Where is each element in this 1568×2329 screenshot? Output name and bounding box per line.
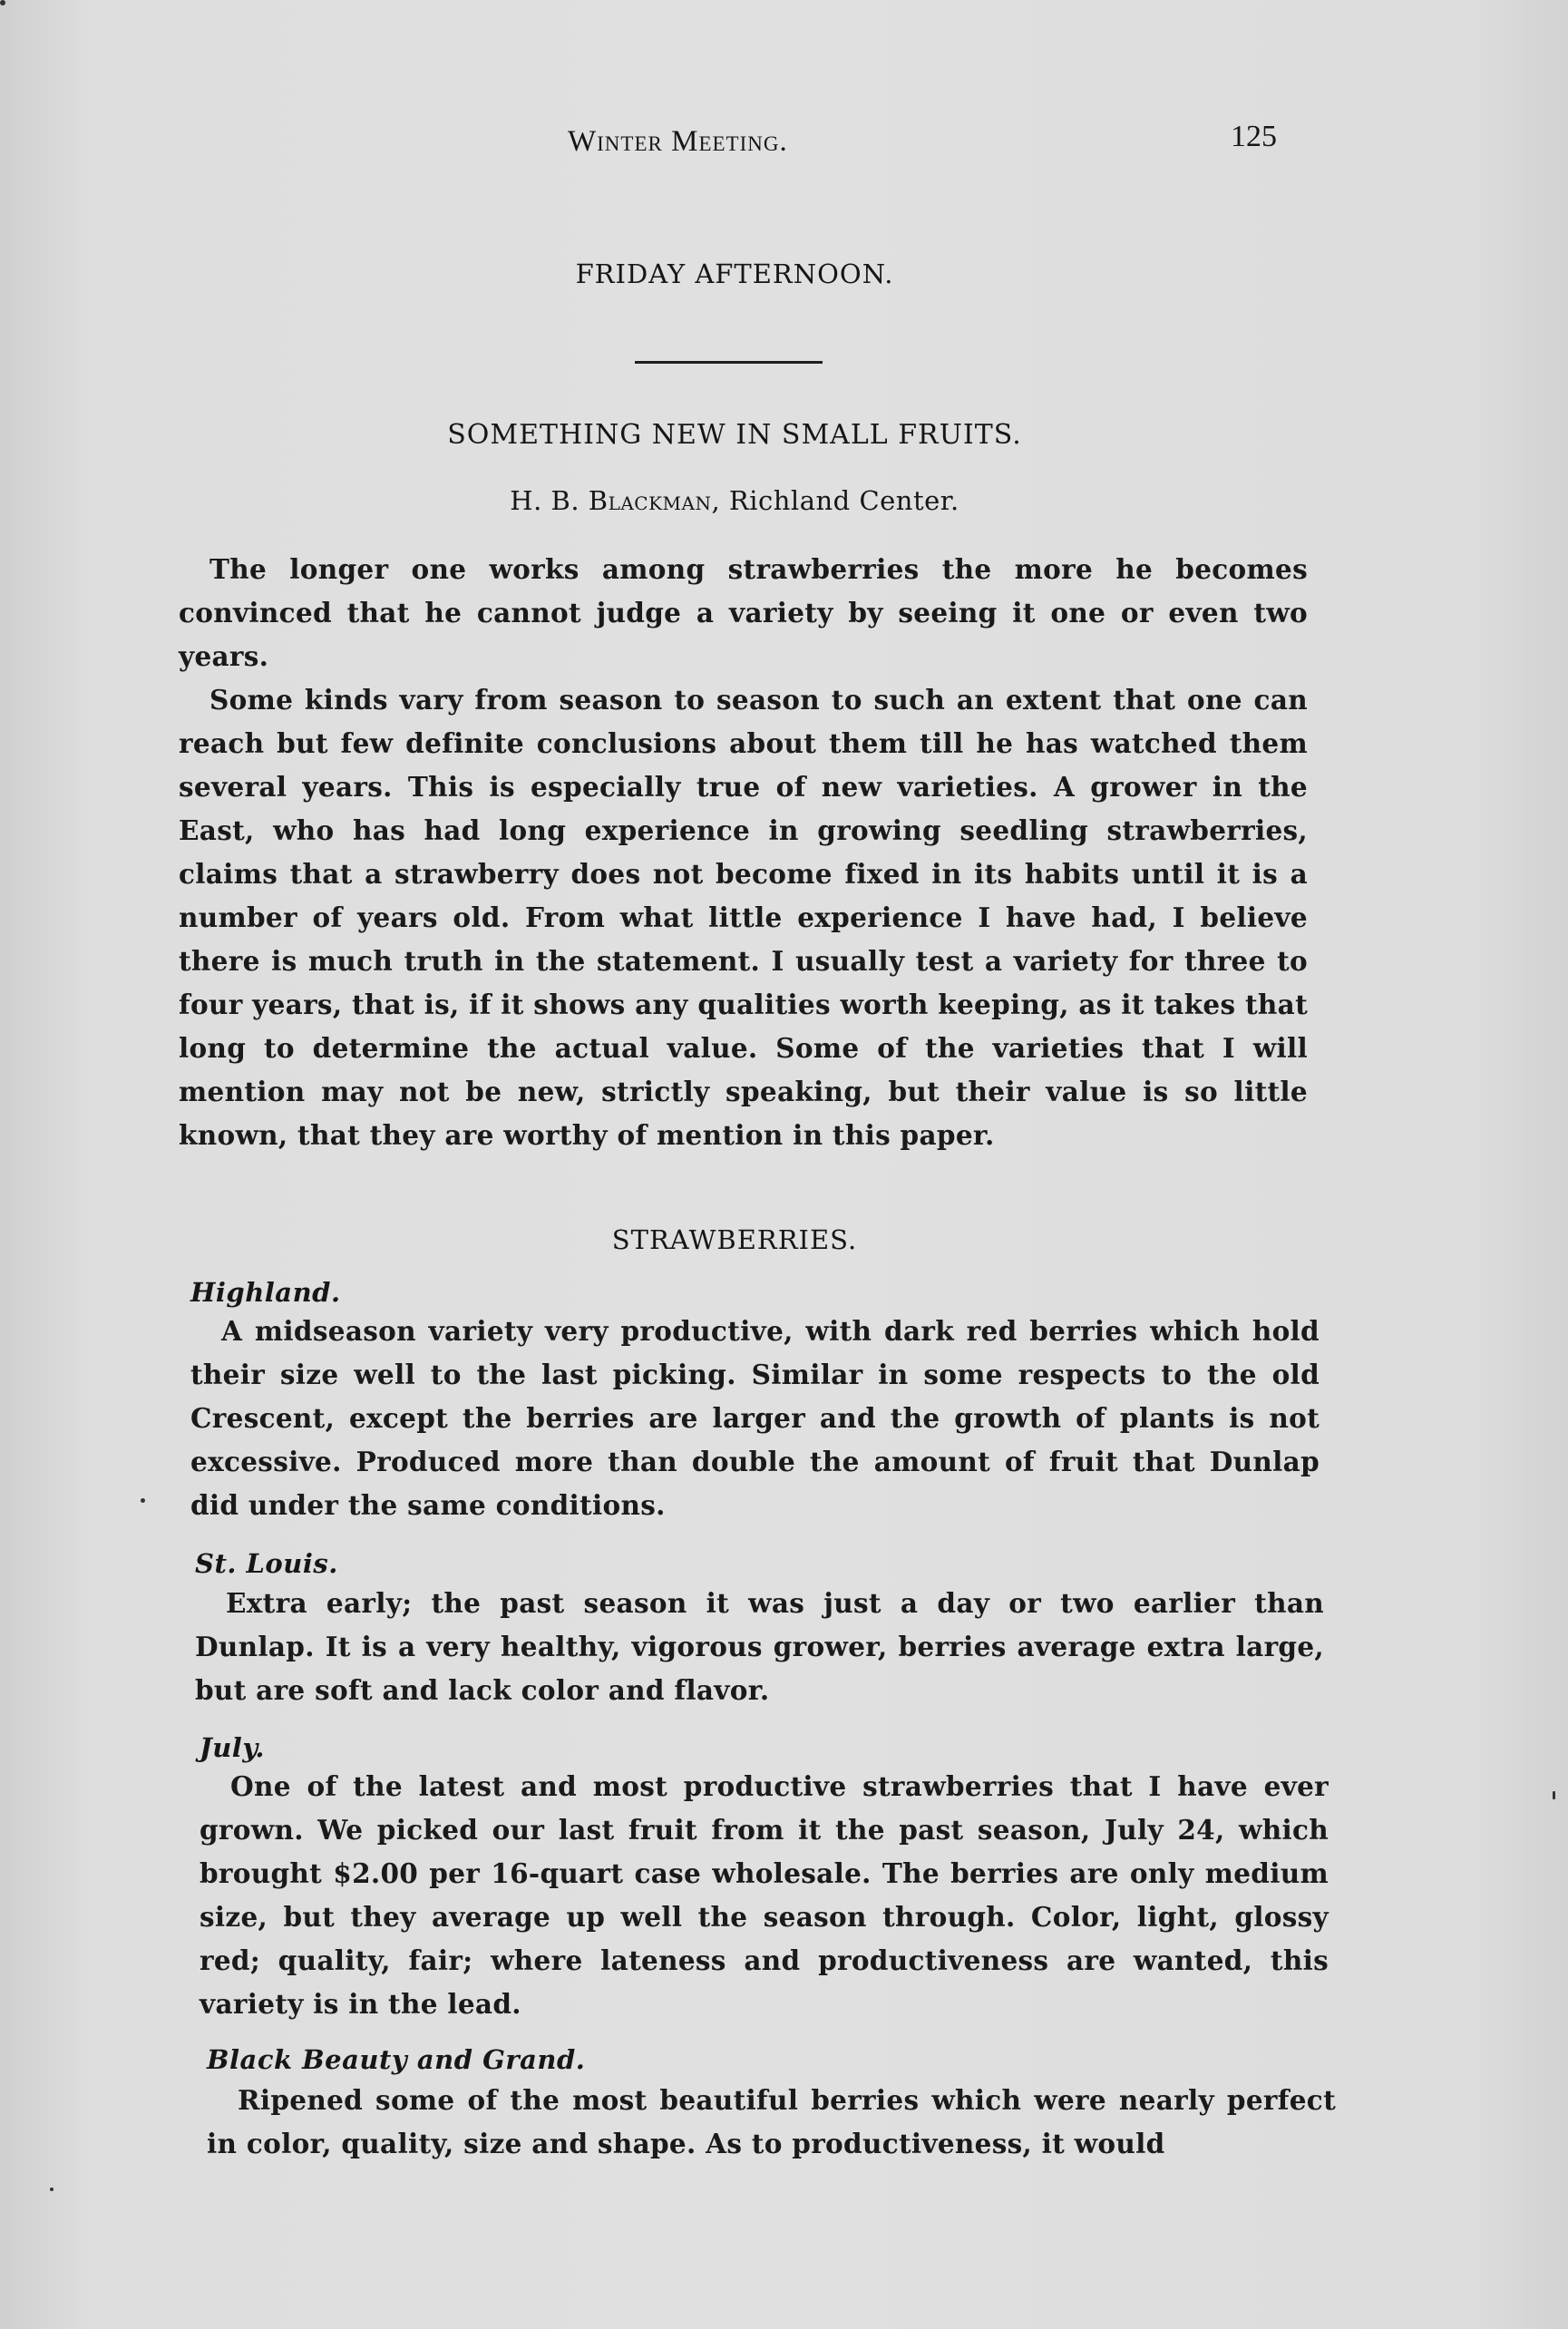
strawberries-heading: STRAWBERRIES. [611, 1224, 858, 1255]
scan-speck [50, 2188, 54, 2191]
paragraph: Extra early; the past season it was just a day or two earlier than Dunlap. It is a very healthy, vigorous grower, berries average extra large, but are soft and lack color and flavor. [195, 1587, 1324, 1706]
intro-text [179, 548, 1308, 1157]
running-title: Winter Meeting. [568, 125, 788, 158]
author-line [0, 485, 1469, 516]
paragraph: A midseason variety very productive, with dark red berries which hold their size well to the last picking. Similar in some respects to the old Crescent, except the berries are larger and the growth of plants is not excessive. Produced more than double the amount of fruit that Dunlap did under the same conditions. [190, 1315, 1320, 1521]
session-title: FRIDAY AFTERNOON. [575, 258, 894, 289]
running-head [0, 120, 1568, 171]
variety-name: St. Louis. [195, 1548, 338, 1579]
paragraph: Ripened some of the most beautiful berries which were nearly perfect in color, quality, size and shape. As to productiveness, it would [207, 2084, 1336, 2159]
paragraph: One of the latest and most productive strawberries that I have ever grown. We picked our last fruit from it the past season, July 24, which brought $2.00 per 16-quart case wholesale. The berries are only medium size, but they average up well the season through. Color, light, glossy red; quality, fair; where lateness and productiveness are wanted, this variety is in the lead. [200, 1770, 1329, 2020]
scan-speck [0, 0, 5, 5]
scan-speck [1553, 1791, 1555, 1799]
variety-description [200, 1765, 1329, 2026]
variety-name: Highland. [190, 1277, 341, 1308]
variety-description [195, 1582, 1324, 1712]
author-location: Richland Center. [728, 485, 959, 516]
variety-name: July. [200, 1732, 265, 1763]
page-number: 125 [1231, 120, 1277, 153]
scan-speck [141, 1498, 145, 1503]
article-title: SOMETHING NEW IN SMALL FRUITS. [447, 419, 1022, 451]
author-name: H. B. Blackman, [510, 485, 721, 516]
paragraph: The longer one works among strawberries the more he becomes convinced that he cannot judge a variety by seeing it one or even two years. [179, 553, 1308, 672]
paragraph: Some kinds vary from season to season to such an extent that one can reach but few definite conclusions about them till he has watched them several years. This is especially true of new varieties. A grower in the East, who has had long experience in growing seedling strawberries, claims that a strawberry does not become fixed in its habits until it is a number of years old. From what little experience I have had, I believe there is much truth in the statement. I usually test a variety for three to four years, that is, if it shows any qualities worth keeping, as it takes that long to determine the actual value. Some of the varieties that I will mention may not be new, strictly speaking, but their value is so little known, that they are worthy of mention in this paper. [179, 684, 1308, 1151]
divider-rule [635, 361, 823, 364]
variety-description [207, 2079, 1336, 2166]
variety-description [190, 1310, 1320, 1527]
variety-name: Black Beauty and Grand. [207, 2044, 586, 2075]
